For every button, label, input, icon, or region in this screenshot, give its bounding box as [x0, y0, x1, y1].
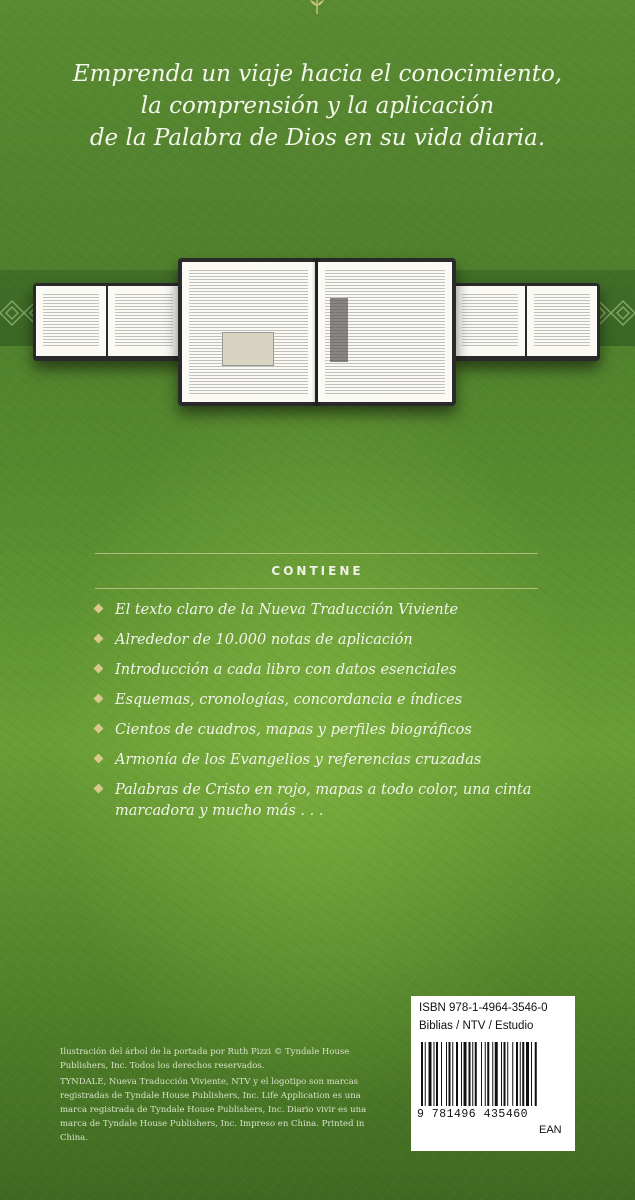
feature-item: Alrededor de 10.000 notas de aplicación — [95, 630, 565, 651]
leaf-ornament-icon — [307, 0, 327, 14]
diamond-bullet-icon — [94, 664, 104, 674]
diamond-bullet-icon — [94, 694, 104, 704]
tagline — [40, 58, 595, 154]
bible-image-right — [452, 283, 600, 361]
diamond-bullet-icon — [94, 634, 104, 644]
barcode-box — [411, 996, 575, 1151]
diamond-bullet-icon — [94, 604, 104, 614]
tagline-line-3: de la Palabra de Dios en su vida diaria. — [89, 125, 546, 151]
feature-item: Palabras de Cristo en rojo, mapas a todo color, una cinta marcadora y mucho más . . . — [95, 780, 565, 822]
tagline-line-1: Emprenda un viaje hacia el conocimiento, — [72, 61, 563, 87]
barcode-icon — [421, 1042, 567, 1106]
feature-item: Armonía de los Evangelios y referencias cruzadas — [95, 750, 565, 771]
bottom-rule — [95, 588, 538, 589]
bible-image-left — [33, 283, 183, 361]
category-text: Biblias / NTV / Estudio — [419, 1020, 534, 1032]
trademark-notice: TYNDALE, Nueva Traducción Viviente, NTV y el logotipo son marcas registradas de Tyndale House Publishers, Inc. Life Application es una marca registrada de Tyndale House Publishers, Inc. Diario vivir es una marca de Tyndale House Publishers, Inc. Impreso en China. Printed in China. — [60, 1077, 367, 1143]
legal-credits — [60, 1045, 390, 1147]
top-rule — [95, 553, 538, 554]
diamond-bullet-icon — [94, 754, 104, 764]
ean-label: EAN — [539, 1124, 562, 1136]
bible-image-center — [178, 258, 456, 406]
feature-item: Esquemas, cronologías, concordancia e índices — [95, 690, 565, 711]
barcode-digits: 9 781496 435460 — [417, 1108, 529, 1121]
feature-item: Cientos de cuadros, mapas y perfiles biográficos — [95, 720, 565, 741]
feature-list — [95, 600, 565, 831]
feature-item: Introducción a cada libro con datos esenciales — [95, 660, 565, 681]
illustration-credit: Ilustración del árbol de la portada por Ruth Pizzi © Tyndale House Publishers, Inc. Todos los derechos reservados. — [60, 1047, 350, 1071]
isbn-text: ISBN 978-1-4964-3546-0 — [419, 1002, 548, 1014]
feature-item: El texto claro de la Nueva Traducción Viviente — [95, 600, 565, 621]
tagline-line-2: la comprensión y la aplicación — [140, 93, 495, 119]
diamond-bullet-icon — [94, 724, 104, 734]
diamond-bullet-icon — [94, 784, 104, 794]
contains-heading: CONTIENE — [271, 564, 364, 578]
